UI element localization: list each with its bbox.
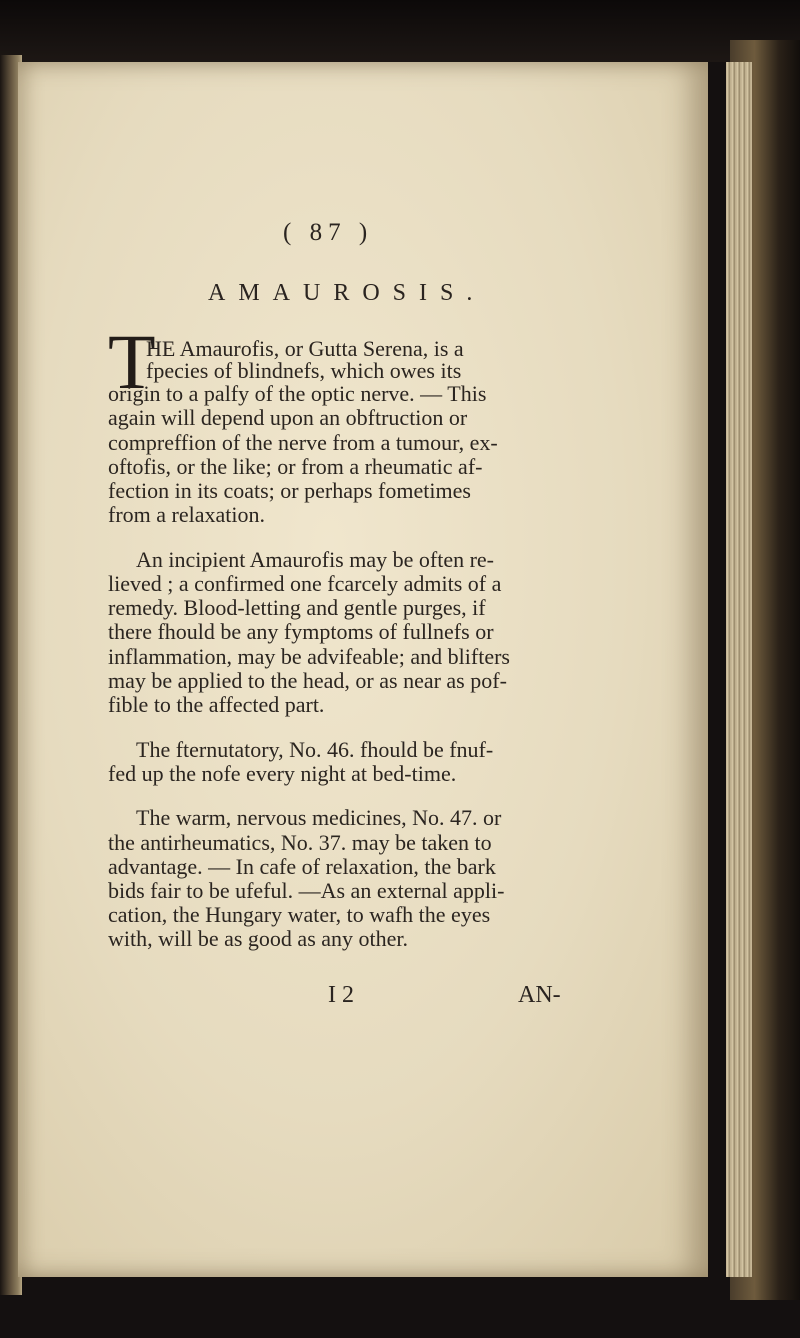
text-line: fection in its coats; or perhaps fometimes xyxy=(108,478,471,503)
page-number-header: ( 87 ) xyxy=(283,219,374,246)
text-line: fed up the nofe every night at bed-time. xyxy=(108,761,457,786)
text-line: The warm, nervous medicines, No. 47. or xyxy=(136,805,502,830)
text-line: remedy. Blood-letting and gentle purges, if xyxy=(108,595,486,620)
text-line: cation, the Hungary water, to wafh the eyes xyxy=(108,902,491,927)
backdrop xyxy=(0,0,800,62)
text-line: The fternutatory, No. 46. fhould be fnuf- xyxy=(136,737,494,762)
text-line: again will depend upon an obftruction or xyxy=(108,405,468,430)
text-line: advantage. — In cafe of relaxation, the bark xyxy=(108,854,496,879)
text-line: fpecies of blindnefs, which owes its xyxy=(146,358,462,383)
text-line: oftofis, or the like; or from a rheumatic af- xyxy=(108,454,483,479)
text-line: HE Amaurofis, or Gutta Serena, is a xyxy=(146,336,464,361)
text-line: An incipient Amaurofis may be often re- xyxy=(136,547,495,572)
page-edges xyxy=(726,62,752,1277)
text-line: compreffion of the nerve from a tumour, ex- xyxy=(108,430,498,455)
text-line: the antirheumatics, No. 37. may be taken to xyxy=(108,830,492,855)
chapter-title: AMAUROSIS. xyxy=(208,280,486,306)
text-line: fible to the affected part. xyxy=(108,692,325,717)
text-line: lieved ; a confirmed one fcarcely admits of a xyxy=(108,571,502,596)
text-line: may be applied to the head, or as near as pof- xyxy=(108,668,507,693)
catchword: AN- xyxy=(518,982,561,1008)
text-line: bids fair to be ufeful. —As an external appli- xyxy=(108,878,505,903)
drop-cap: T xyxy=(108,318,156,405)
text-line: there fhould be any fymptoms of fullnefs or xyxy=(108,619,494,644)
text-line: origin to a palfy of the optic nerve. — This xyxy=(108,381,487,406)
text-line: from a relaxation. xyxy=(108,502,265,527)
text-line: with, will be as good as any other. xyxy=(108,926,409,951)
text-line: inflammation, may be advifeable; and blifters xyxy=(108,644,510,669)
signature-mark: I 2 xyxy=(328,982,354,1008)
